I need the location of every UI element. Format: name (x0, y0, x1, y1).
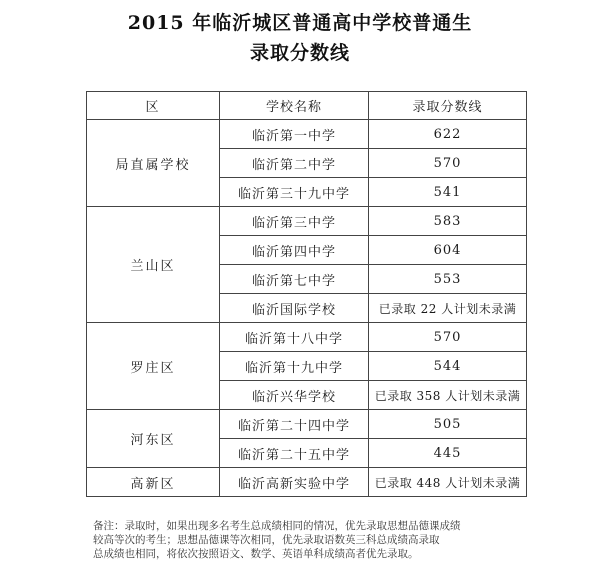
district-cell: 局直属学校 (87, 120, 220, 207)
district-cell: 高新区 (87, 468, 220, 497)
score-cell: 622 (369, 120, 527, 149)
table-row (87, 207, 527, 236)
school-name-cell: 临沂第二十五中学 (220, 439, 369, 468)
district-cell: 河东区 (87, 410, 220, 468)
school-name-cell: 临沂第一中学 (220, 120, 369, 149)
school-name-cell: 临沂兴华学校 (220, 381, 369, 410)
score-note-cell: 已录取 22 人计划未录满 (369, 294, 527, 323)
district-cell: 罗庄区 (87, 323, 220, 410)
header-school-name: 学校名称 (220, 92, 369, 120)
school-name-cell: 临沂第二中学 (220, 149, 369, 178)
page-title: 2015 年临沂城区普通高中学校普通生 (127, 12, 473, 34)
score-cell: 570 (369, 323, 527, 352)
table-row (87, 120, 527, 149)
school-name-cell: 临沂第三中学 (220, 207, 369, 236)
header-score: 录取分数线 (369, 92, 527, 120)
district-cell: 兰山区 (87, 207, 220, 323)
school-name-cell: 临沂第十八中学 (220, 323, 369, 352)
score-cell: 604 (369, 236, 527, 265)
school-name-cell: 临沂第七中学 (220, 265, 369, 294)
footnote-line: 较高等次的考生；思想品德课等次相同，优先录取语数英三科总成绩高录取 (93, 534, 440, 546)
score-cell: 505 (369, 410, 527, 439)
score-cell: 583 (369, 207, 527, 236)
score-note-cell: 已录取 358 人计划未录满 (369, 381, 527, 410)
score-cell: 544 (369, 352, 527, 381)
table-row (87, 323, 527, 352)
footnote (93, 519, 525, 561)
score-cell: 570 (369, 149, 527, 178)
header-district: 区 (87, 92, 220, 120)
table-row (87, 410, 527, 439)
school-name-cell: 临沂第二十四中学 (220, 410, 369, 439)
school-name-cell: 临沂第四中学 (220, 236, 369, 265)
school-name-cell: 临沂高新实验中学 (220, 468, 369, 497)
footnote-line: 总成绩也相同，将依次按照语文、数学、英语单科成绩高者优先录取。 (93, 548, 419, 560)
score-cell: 553 (369, 265, 527, 294)
table-header-row (87, 92, 527, 120)
school-name-cell: 临沂第三十九中学 (220, 178, 369, 207)
score-note-cell: 已录取 448 人计划未录满 (369, 468, 527, 497)
score-cell: 541 (369, 178, 527, 207)
page-subtitle: 录取分数线 (249, 42, 350, 64)
school-name-cell: 临沂国际学校 (220, 294, 369, 323)
table-row (87, 468, 527, 497)
footnote-line: 备注：录取时，如果出现多名考生总成绩相同的情况，优先录取思想品德课成绩 (93, 520, 461, 532)
score-cell: 445 (369, 439, 527, 468)
admission-score-table (86, 91, 527, 497)
school-name-cell: 临沂第十九中学 (220, 352, 369, 381)
